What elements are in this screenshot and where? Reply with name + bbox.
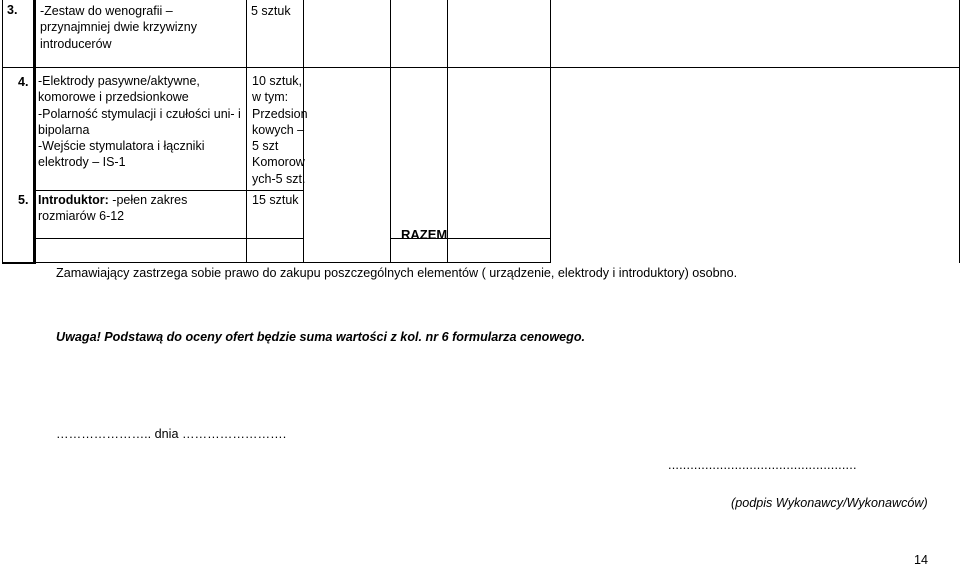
row-3-quantity: 5 sztuk: [251, 4, 291, 18]
col-divider-5: [447, 0, 448, 263]
row-3-number: 3.: [7, 3, 18, 17]
signature-dots: ...................................................: [668, 458, 857, 472]
table-border-left: [2, 0, 3, 264]
row-5-quantity: 15 sztuk: [252, 193, 299, 207]
warning-note: Uwaga! Podstawą do oceny ofert będzie suma wartości z kol. nr 6 formularza cenowego.: [56, 330, 586, 344]
place-date-line: ………………….. dnia …………………….: [56, 427, 287, 441]
row-line-1: [2, 67, 960, 68]
signature-caption: (podpis Wykonawcy/Wykonawców): [731, 496, 928, 510]
introduktor-label: Introduktor:: [38, 193, 109, 207]
reservation-note: Zamawiający zastrzega sobie prawo do zakupu poszczególnych elementów ( urządzenie, elektrody i introduktory) osobno.: [56, 266, 738, 280]
row-line-3: [36, 238, 304, 239]
col-divider-4: [390, 0, 391, 263]
row-line-2-right: [247, 190, 304, 191]
page-number: 14: [914, 553, 929, 567]
row-line-2-left: [36, 190, 247, 191]
col-divider-2: [246, 0, 247, 263]
row-4-number: 4.: [18, 75, 29, 89]
row-3-description: -Zestaw do wenografii – przynajmniej dwie krzywizny introducerów: [40, 4, 197, 51]
row-4-description: -Elektrody pasywne/aktywne, komorowe i przedsionkowe -Polarność stymulacji i czułości uni- i bipolarna -Wejście stymulatora i łączniki elektrody – IS-1: [38, 74, 241, 170]
table-row-divider: [2, 262, 550, 263]
col-divider-6: [550, 0, 551, 263]
total-label: RAZEM: [401, 227, 448, 242]
col-divider-1: [33, 0, 36, 264]
row-5-number: 5.: [18, 193, 29, 207]
row-4-quantity: 10 sztuk, w tym: Przedsion kowych – 5 szt Komorow ych-5 szt.: [252, 74, 308, 186]
row-5-description: Introduktor: -pełen zakres rozmiarów 6-12: [38, 193, 188, 224]
total-row-top: [448, 238, 550, 239]
